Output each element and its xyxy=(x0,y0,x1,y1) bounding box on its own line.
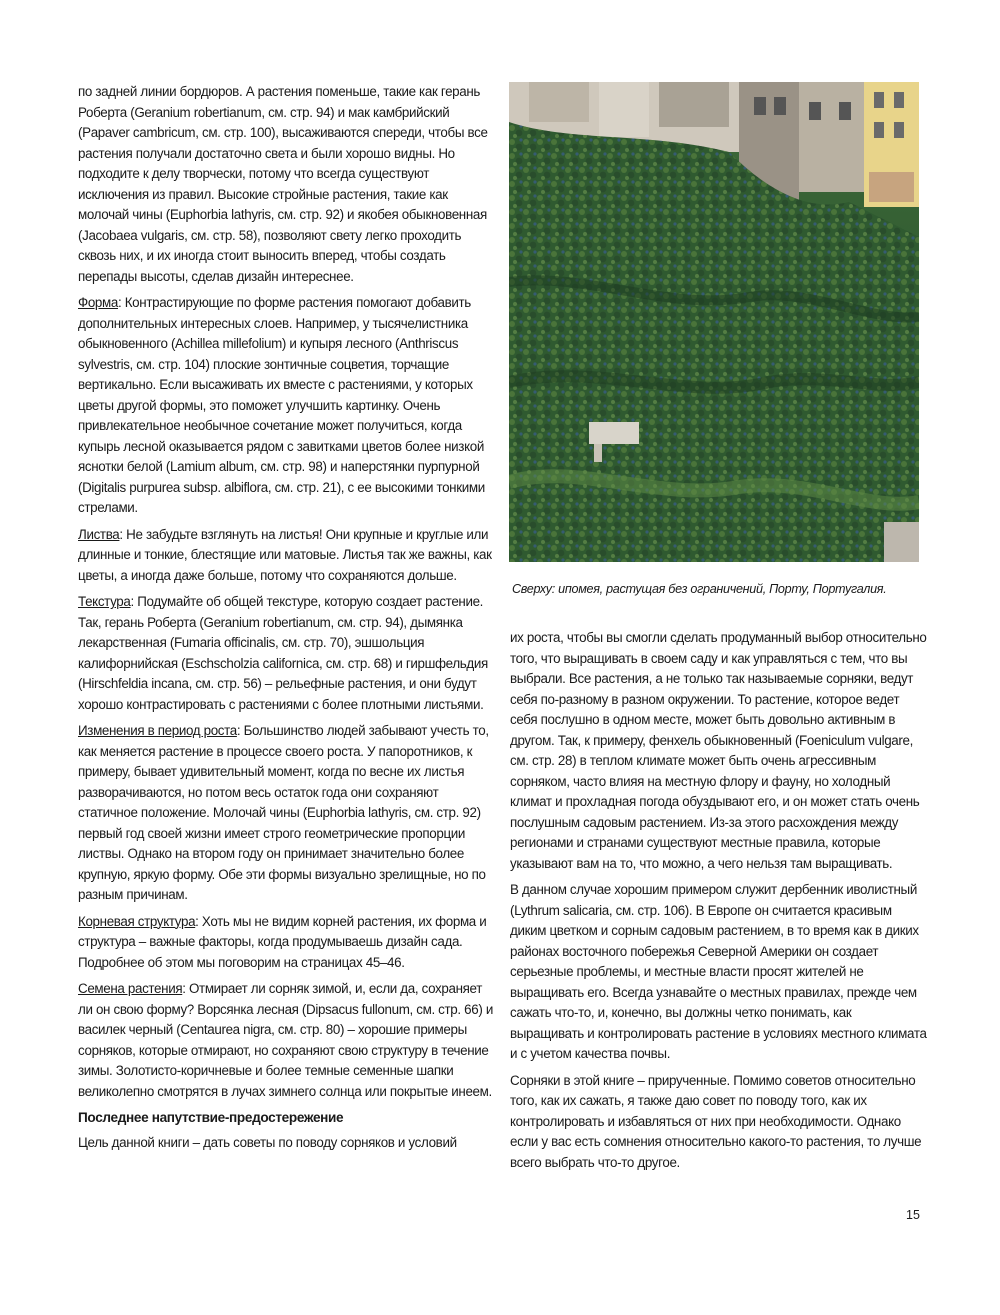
figure-caption: Сверху: ипомея, растущая без ограничений, Порту, Португалия. xyxy=(512,582,887,596)
paragraph-tekstura xyxy=(78,592,496,715)
text-kornevaya: : Хоть мы не видим корней растения, их форма и структура – важные факторы, когда продумываешь дизайн сада. Подробнее об этом мы поговорим на страницах 45–46. xyxy=(78,913,487,970)
term-tekstura: Текстура xyxy=(78,594,131,609)
term-semena: Семена растения xyxy=(78,981,183,996)
paragraph-listva xyxy=(78,525,496,587)
text-tekstura: : Подумайте об общей текстуре, которую создает растение. Так, герань Роберта (Geranium robertianum, см. стр. 94), дымянка лекарственная (Fumaria officinalis, см. стр. 70), эшшольция калифорнийская (Eschscholzia californica, см. стр. 68) и гиршфельдия (Hirschfeldia incana, см. стр. 56) – рельефные растения, и они будут хорошо контрастировать с растениями с более плотными листьями. xyxy=(78,594,488,712)
term-listva: Листва xyxy=(78,526,120,542)
paragraph-forma xyxy=(78,293,496,519)
paragraph-izmeneniya xyxy=(78,721,496,906)
paragraph-semena xyxy=(78,979,496,1102)
paragraph-right-3: Сорняки в этой книге – прирученные. Помимо советов относительно того, как их сажать, я также даю совет по поводу того, как их контролировать и избавляться от них при необходимости. Однако если у вас есть сомнения относительно какого-то растения, то лучше всего выбрать что-то другое. xyxy=(510,1072,922,1170)
paragraph-right-1: их роста, чтобы вы смогли сделать продуманный выбор относительно того, что выращивать в своем саду и как управляться с тем, что вы выбрали. Все растения, а не только так называемые сорняки, ведут себя по-разному в разном окружении. То растение, которое ведет себя послушно в одном месте, может быть довольно активным в другом. Так, к примеру, фенхель обыкновенный (Foeniculum vulgare, см. стр. 28) в теплом климате может быть очень агрессивным сорняком, часто влияя на местную флору и фауну, но холодный климат и прохладная погода обуздывают его, и он может стать очень послушным садовым растением. Из-за этого расхождения между регионами и странами существуют местные правила, которые указывают вам на то, что можно, а чего нельзя там выращивать. xyxy=(510,630,927,871)
paragraph-last: Цель данной книги – дать советы по поводу сорняков и условий xyxy=(78,1134,457,1150)
photo-morning-glory-porto xyxy=(509,82,919,562)
paragraph-right-2: В данном случае хорошим примером служит дербенник иволистный (Lythrum salicaria, см. стр. 106). В Европе он считается красивым диким цветком и сорным садовым растением, в то время как в диких районах восточного побережья Северной Америки он создает серьезные проблемы, и местные власти просят жителей не выращивать его. Всегда узнавайте о местных правилах, прежде чем сажать что-то, и, конечно, вы должны четко понимать, как выращивать и контролировать растение в условиях местного климата и с учетом качества почвы. xyxy=(510,882,927,1061)
text-izmeneniya: : Большинство людей забывают учесть то, как меняется растение в процессе своего роста. У папоротников, к примеру, бывает удивительный момент, когда по весне их листья разворачиваются, но потом весь остаток года они сохраняют статичное положение. Молочай чины (Euphorbia lathyris, см. стр. 92) первый год своей жизни имеет строго геометрические пропорции листвы. Однако на втором году он принимает значительно более крупную, яркую форму. Обе эти формы визуально зрелищные, но по разным причинам. xyxy=(78,723,489,902)
page-number: 15 xyxy=(906,1208,920,1222)
term-izmeneniya: Изменения в период роста xyxy=(78,723,237,738)
section-heading: Последнее напутствие-предостережение xyxy=(78,1110,344,1125)
paragraph-intro: по задней линии бордюров. А растения поменьше, такие как герань Роберта (Geranium robertianum, см. стр. 94) и мак камбрийский (Papaver cambricum, см. стр. 100), высаживаются спереди, чтобы все растения получали достаточно света и были хорошо видны. Но подходите к делу творчески, потому что всегда существуют исключения из правил. Высокие стройные растения, такие как молочай чины (Euphorbia lathyris, см. стр. 92) и якобея обыкновенная (Jacobaea vulgaris, см. стр. 58), позволяют свету легко проходить сквозь них, и их иногда стоит выносить вперед, чтобы создать перепады высоты, сделав дизайн интереснее. xyxy=(78,84,488,284)
left-column xyxy=(78,82,496,1159)
text-listva: : Не забудьте взглянуть на листья! Они крупные и круглые или длинные и тонкие, блестящие или матовые. Листья так же важны, как цветы, а иногда даже больше, потому что сохраняются дольше. xyxy=(78,526,492,583)
term-kornevaya: Корневая структура xyxy=(78,913,196,929)
text-semena: : Отмирает ли сорняк зимой, и, если да, сохраняет ли он свою форму? Ворсянка лесная (Dipsacus fullonum, см. стр. 66) и василек черный (Centaurea nigra, см. стр. 80) – хорошие примеры сорняков, которые отмирают, но сохраняют свою структуру в течение зимы. Золотисто-коричневые и более темные семенные шапки великолепно смотрятся в лучах зимнего солнца или покрытые инеем. xyxy=(78,981,493,1099)
term-forma: Форма xyxy=(78,295,118,310)
right-column xyxy=(510,628,928,1179)
paragraph-kornevaya xyxy=(78,912,496,974)
text-forma: : Контрастирующие по форме растения помогают добавить дополнительных интересных слоев. Например, у тысячелистника обыкновенного (Achillea millefolium) и купыря лесного (Anthriscus sylvestris, см. стр. 104) плоские зонтичные соцветия, торчащие вертикально. Если высаживать их вместе с растениями, у которых цветы другой формы, это поможет улучшить картинку. Очень привлекательное необычное сочетание может получиться, когда купырь лесной оказывается рядом с завитками цветов более низкой яснотки белой (Lamium album, см. стр. 98) и наперстянки пурпурной (Digitalis purpurea subsp. albiflora, см. стр. 21), с ее высокими тонкими стрелами. xyxy=(78,295,485,515)
